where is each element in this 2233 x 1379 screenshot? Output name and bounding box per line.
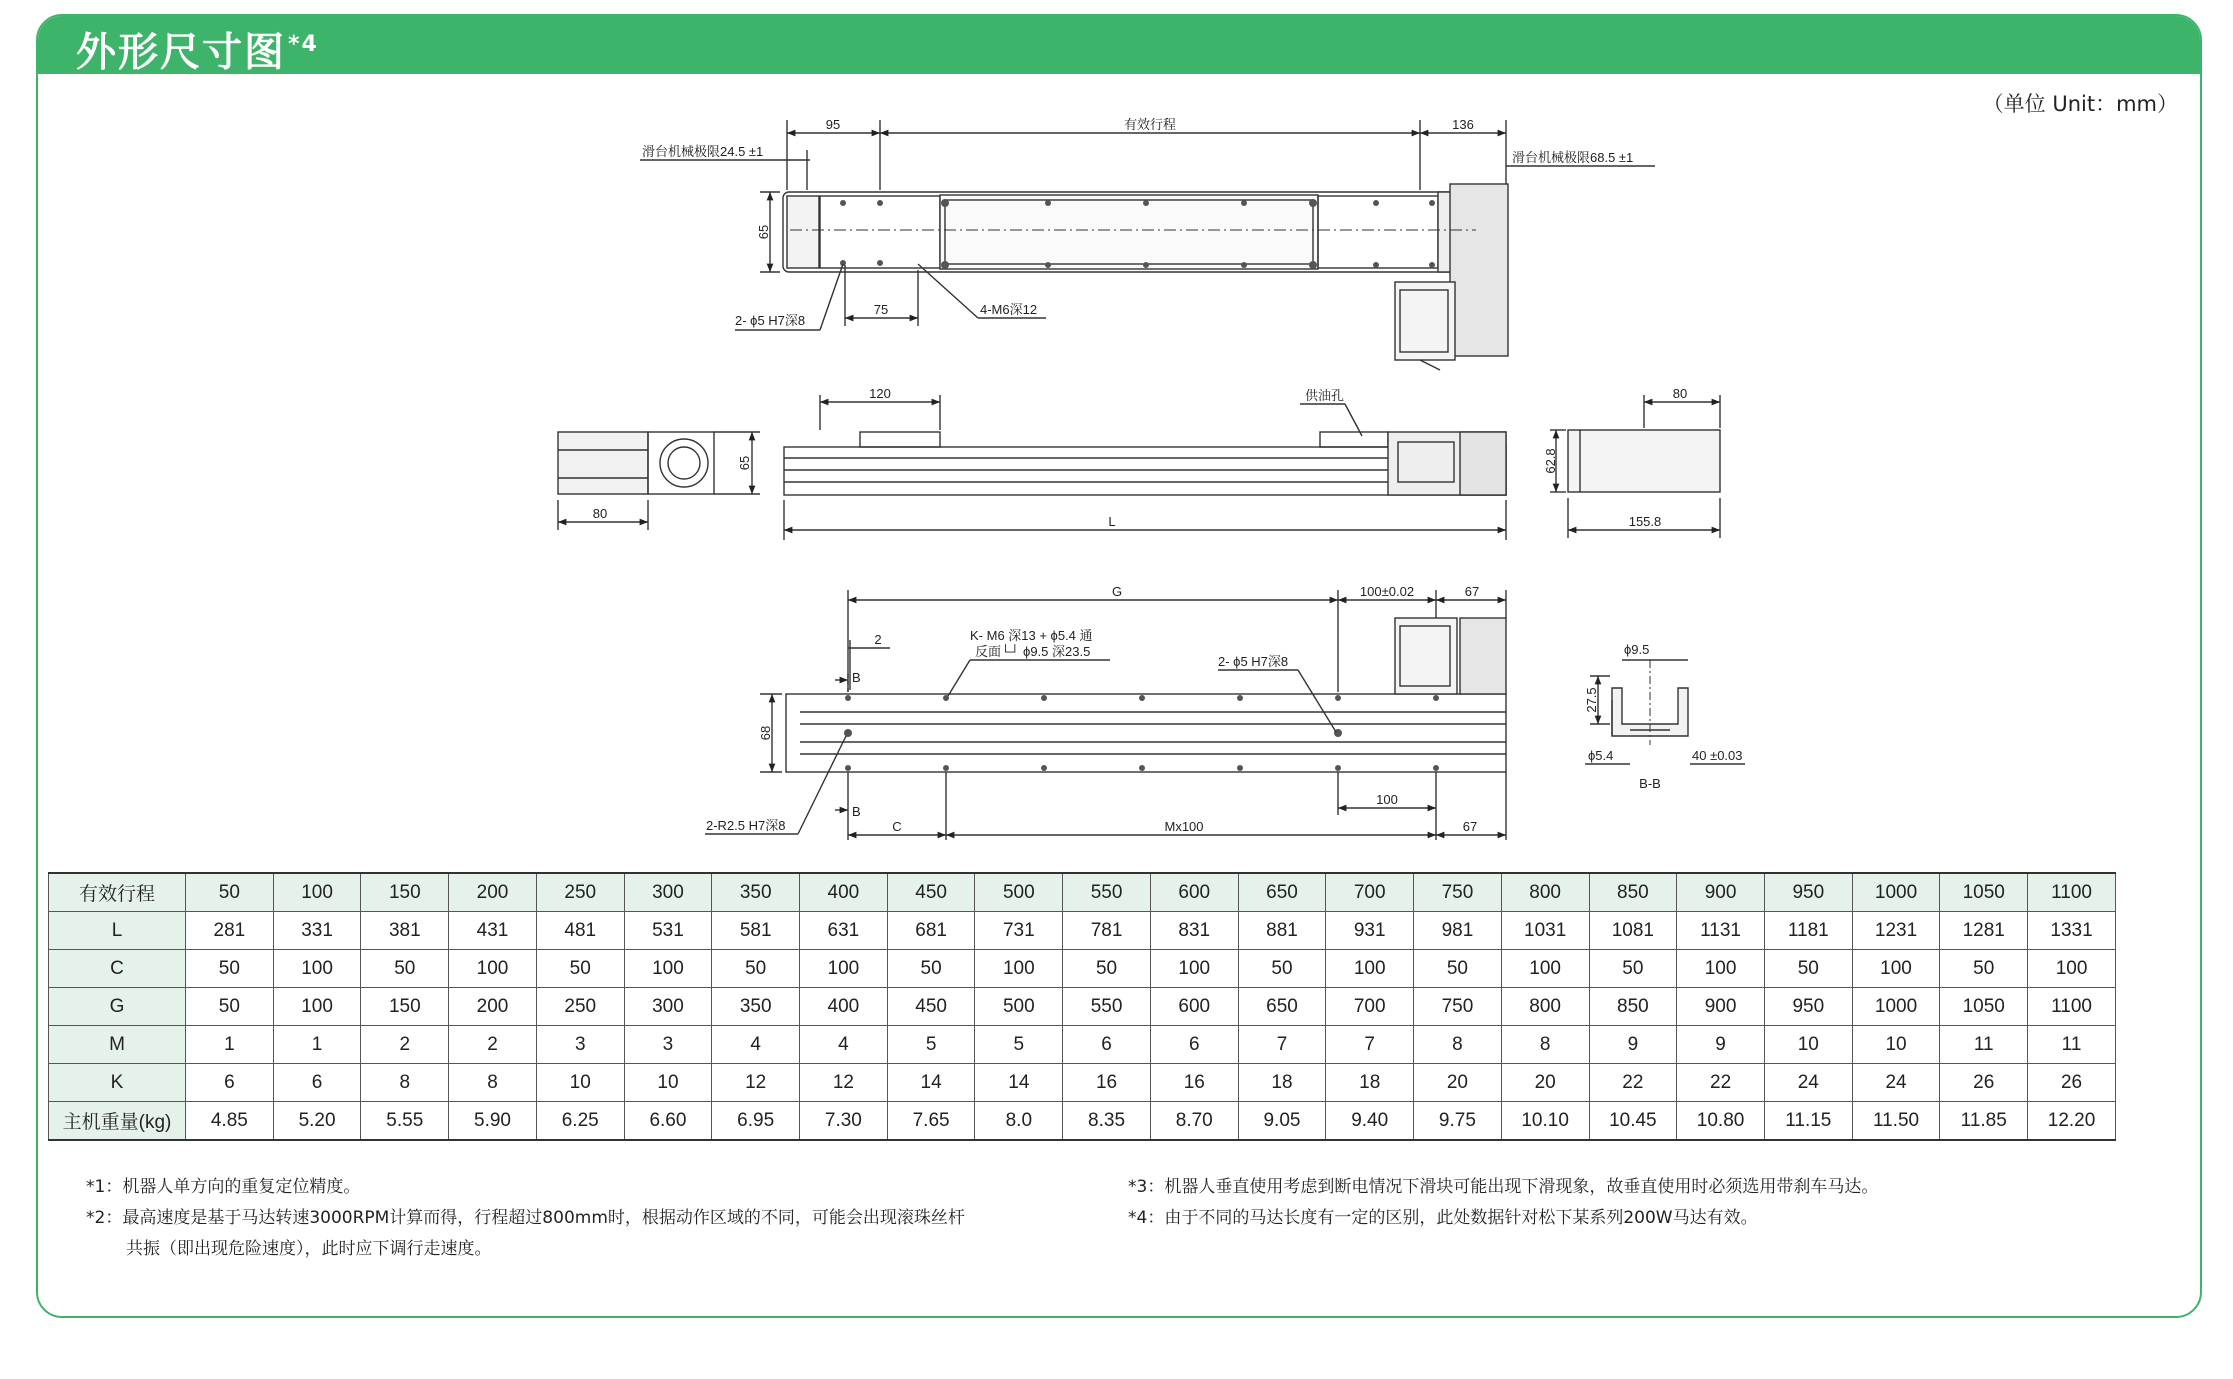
dim-phi-5-4: ϕ5.4 [1588,748,1614,763]
table-cell: 631 [800,912,888,950]
table-cell: 750 [1414,988,1502,1026]
table-cell: 650 [1238,873,1326,912]
table-cell: 9.75 [1414,1102,1502,1141]
dim-side-80: 80 [592,506,608,521]
dim-62-8: 62.8 [1543,448,1558,474]
table-cell: 2 [449,1026,537,1064]
table-cell: 1000 [1852,988,1940,1026]
row-header: K [49,1064,186,1102]
table-cell: 431 [449,912,537,950]
table-cell: 16 [1063,1064,1151,1102]
row-header: G [49,988,186,1026]
table-cell: 100 [1677,950,1765,988]
table-cell: 100 [449,950,537,988]
notes-right [1128,1172,1878,1234]
table-cell: 20 [1501,1064,1589,1102]
table-cell: 4.85 [186,1102,274,1141]
table-cell: 100 [273,873,361,912]
row-header: L [49,912,186,950]
table-cell: 26 [1940,1064,2028,1102]
table-cell: 11.50 [1852,1102,1940,1141]
table-cell: 11.85 [1940,1102,2028,1141]
section-mark-b-bottom: B [852,804,861,819]
table-cell: 300 [624,988,712,1026]
table-cell: 731 [975,912,1063,950]
table-cell: 9 [1589,1026,1677,1064]
spec-table [48,872,2116,1141]
table-cell: 600 [1150,988,1238,1026]
table-cell: 481 [536,912,624,950]
table-cell: 8 [1501,1026,1589,1064]
table-cell: 6 [1150,1026,1238,1064]
dim-67-bottom: 67 [1462,819,1478,834]
dim-120: 120 [869,386,891,401]
table-cell: 50 [1940,950,2028,988]
table-cell: 8.70 [1150,1102,1238,1141]
unit-label: （单位 Unit：mm） [1982,92,2178,116]
table-cell: 8.0 [975,1102,1063,1141]
table-cell: 14 [975,1064,1063,1102]
table-cell: 281 [186,912,274,950]
table-cell: 900 [1677,988,1765,1026]
table-cell: 850 [1589,988,1677,1026]
table-cell: 7.65 [887,1102,975,1141]
table-cell: 10 [624,1064,712,1102]
table-cell: 3 [536,1026,624,1064]
table-cell: 800 [1501,873,1589,912]
table-cell: 6.95 [712,1102,800,1141]
table-cell: 400 [800,873,888,912]
table-cell: 150 [361,988,449,1026]
table-cell: 550 [1063,988,1151,1026]
dim-67-top: 67 [1464,584,1480,599]
table-cell: 4 [800,1026,888,1064]
table-row [49,1102,2116,1141]
row-header: C [49,950,186,988]
dim-top-65: 65 [756,224,771,240]
dim-G: G [1111,584,1123,599]
table-cell: 1331 [2028,912,2116,950]
note-1: *1：机器人单方向的重复定位精度。 [86,1177,361,1197]
table-row [49,988,2116,1026]
table-cell: 100 [273,950,361,988]
table-cell: 10.10 [1501,1102,1589,1141]
table-cell: 8 [449,1064,537,1102]
table-cell: 50 [186,950,274,988]
table-cell: 700 [1326,873,1414,912]
table-cell: 200 [449,873,537,912]
table-cell: 9.40 [1326,1102,1414,1141]
dim-stroke: 有效行程 [1123,117,1177,132]
table-cell: 12 [712,1064,800,1102]
table-cell: 12.20 [2028,1102,2116,1141]
table-cell: 50 [1589,950,1677,988]
table-cell: 950 [1764,988,1852,1026]
label-pin-bottom: 2- ϕ5 H7深8 [1218,654,1289,669]
table-cell: 4 [712,1026,800,1064]
table-cell: 11 [1940,1026,2028,1064]
title-footnote-mark: *4 [288,32,319,57]
table-cell: 14 [887,1064,975,1102]
dim-L: L [1108,514,1116,529]
dim-136: 136 [1452,117,1474,132]
table-cell: 8 [1414,1026,1502,1064]
table-cell: 50 [712,950,800,988]
table-cell: 22 [1589,1064,1677,1102]
title-text: 外形尺寸图 [76,29,286,76]
table-cell: 600 [1150,873,1238,912]
table-cell: 5 [975,1026,1063,1064]
dim-68: 68 [758,725,773,741]
row-header: M [49,1026,186,1064]
table-cell: 100 [975,950,1063,988]
table-cell: 16 [1150,1064,1238,1102]
label-k-back: 反面└┘ ϕ9.5 深23.5 [975,644,1091,659]
table-cell: 24 [1852,1064,1940,1102]
dim-27-5: 27.5 [1584,687,1599,713]
table-cell: 781 [1063,912,1151,950]
table-cell: 26 [2028,1064,2116,1102]
mech-limit-right: 滑台机械极限68.5 ±1 [1512,150,1634,165]
table-cell: 100 [1852,950,1940,988]
table-cell: 10 [1764,1026,1852,1064]
table-cell: 950 [1764,873,1852,912]
table-cell: 531 [624,912,712,950]
table-cell: 200 [449,988,537,1026]
table-cell: 750 [1414,873,1502,912]
table-cell: 9.05 [1238,1102,1326,1141]
table-cell: 50 [186,873,274,912]
table-row [49,873,2116,912]
table-cell: 800 [1501,988,1589,1026]
table-cell: 5.55 [361,1102,449,1141]
label-m6-holes: 4-M6深12 [980,302,1038,317]
table-cell: 300 [624,873,712,912]
table-cell: 550 [1063,873,1151,912]
dim-100: 100 [1376,792,1398,807]
table-cell: 50 [887,950,975,988]
table-cell: 10 [536,1064,624,1102]
table-cell: 1131 [1677,912,1765,950]
table-cell: 450 [887,988,975,1026]
row-header: 主机重量(kg) [49,1102,186,1141]
table-cell: 100 [800,950,888,988]
dim-C: C [892,819,902,834]
dim-95: 95 [825,117,841,132]
mech-limit-left: 滑台机械极限24.5 ±1 [642,144,764,159]
table-cell: 10.45 [1589,1102,1677,1141]
label-oil-port: 供油孔 [1305,388,1345,403]
table-cell: 100 [1150,950,1238,988]
table-cell: 331 [273,912,361,950]
table-cell: 11.15 [1764,1102,1852,1141]
table-cell: 6 [273,1064,361,1102]
table-cell: 350 [712,873,800,912]
dim-side-65: 65 [737,455,752,471]
table-cell: 6.60 [624,1102,712,1141]
table-cell: 2 [361,1026,449,1064]
table-cell: 11 [2028,1026,2116,1064]
table-cell: 8 [361,1064,449,1102]
table-cell: 1081 [1589,912,1677,950]
dim-75: 75 [873,302,889,317]
dim-Mx100: Mx100 [1164,819,1204,834]
table-cell: 50 [1238,950,1326,988]
table-cell: 5 [887,1026,975,1064]
table-cell: 1050 [1940,988,2028,1026]
note-2-line-1: *2：最高速度是基于马达转速3000RPM计算而得，行程超过800mm时，根据动作区域的不同，可能会出现滚珠丝杆 [86,1208,965,1228]
table-cell: 22 [1677,1064,1765,1102]
table-cell: 8.35 [1063,1102,1151,1141]
section-mark-b-top: B [852,670,861,685]
table-cell: 50 [1764,950,1852,988]
table-cell: 831 [1150,912,1238,950]
table-cell: 250 [536,873,624,912]
table-cell: 50 [1414,950,1502,988]
table-cell: 6.25 [536,1102,624,1141]
table-cell: 1100 [2028,873,2116,912]
table-cell: 1181 [1764,912,1852,950]
dim-155-8: 155.8 [1628,514,1662,529]
table-cell: 100 [1326,950,1414,988]
table-cell: 5.90 [449,1102,537,1141]
table-cell: 6 [186,1064,274,1102]
table-cell: 1231 [1852,912,1940,950]
row-header: 有效行程 [49,873,186,912]
dim-end-80: 80 [1672,386,1688,401]
table-cell: 50 [536,950,624,988]
note-2-line-2: 共振（即出现危险速度），此时应下调行走速度。 [126,1239,492,1259]
table-cell: 50 [186,988,274,1026]
table-row [49,1026,2116,1064]
note-3: *3：机器人垂直使用考虑到断电情况下滑块可能出现下滑现象，故垂直使用时必须选用带刹车马达。 [1128,1177,1879,1197]
table-row [49,912,2116,950]
table-cell: 850 [1589,873,1677,912]
table-cell: 400 [800,988,888,1026]
table-cell: 100 [1501,950,1589,988]
table-cell: 981 [1414,912,1502,950]
table-cell: 20 [1414,1064,1502,1102]
table-cell: 500 [975,988,1063,1026]
table-cell: 3 [624,1026,712,1064]
table-cell: 7 [1326,1026,1414,1064]
note-4: *4：由于不同的马达长度有一定的区别，此处数据针对松下某系列200W马达有效。 [1128,1208,1758,1228]
table-cell: 1000 [1852,873,1940,912]
table-cell: 1050 [1940,873,2028,912]
table-cell: 900 [1677,873,1765,912]
table-cell: 1031 [1501,912,1589,950]
table-cell: 100 [2028,950,2116,988]
table-cell: 1 [186,1026,274,1064]
label-r2-5: 2-R2.5 H7深8 [706,818,786,833]
table-cell: 100 [624,950,712,988]
table-cell: 100 [273,988,361,1026]
notes-left [86,1172,965,1265]
table-cell: 6 [1063,1026,1151,1064]
table-cell: 881 [1238,912,1326,950]
table-cell: 381 [361,912,449,950]
table-cell: 350 [712,988,800,1026]
table-cell: 12 [800,1064,888,1102]
table-cell: 500 [975,873,1063,912]
label-pin-holes: 2- ϕ5 H7深8 [735,313,806,328]
dim-40-tol: 40 ±0.03 [1692,748,1743,763]
table-cell: 18 [1326,1064,1414,1102]
table-cell: 7.30 [800,1102,888,1141]
dim-2: 2 [874,632,882,647]
table-row [49,1064,2116,1102]
table-cell: 931 [1326,912,1414,950]
table-cell: 18 [1238,1064,1326,1102]
table-cell: 10 [1852,1026,1940,1064]
table-cell: 24 [1764,1064,1852,1102]
table-cell: 9 [1677,1026,1765,1064]
dim-100-tol: 100±0.02 [1359,584,1415,599]
section-label-bb: B-B [1639,776,1661,791]
table-cell: 250 [536,988,624,1026]
table-cell: 581 [712,912,800,950]
table-cell: 150 [361,873,449,912]
table-cell: 650 [1238,988,1326,1026]
table-cell: 50 [1063,950,1151,988]
top-view [640,120,1655,370]
table-cell: 681 [887,912,975,950]
table-cell: 50 [361,950,449,988]
table-cell: 5.20 [273,1102,361,1141]
table-cell: 7 [1238,1026,1326,1064]
table-row [49,950,2116,988]
label-k-holes: K- M6 深13 + ϕ5.4 通 [970,628,1093,643]
table-cell: 10.80 [1677,1102,1765,1141]
table-cell: 450 [887,873,975,912]
table-cell: 1281 [1940,912,2028,950]
table-cell: 700 [1326,988,1414,1026]
table-cell: 1 [273,1026,361,1064]
dim-phi-9-5: ϕ9.5 [1624,642,1650,657]
table-cell: 1100 [2028,988,2116,1026]
